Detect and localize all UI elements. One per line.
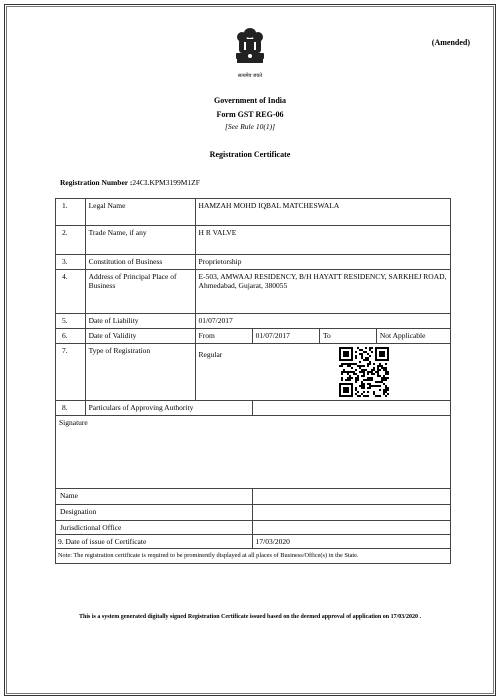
table-row	[56, 226, 451, 255]
name-value	[252, 489, 450, 505]
registration-number-value: 24CLKPM3199M1ZF	[132, 178, 200, 187]
registration-number	[60, 178, 200, 187]
registration-number-label: Registration Number :	[60, 178, 133, 187]
amended-label: (Amended)	[431, 38, 470, 47]
certificate-title: Registration Certificate	[209, 150, 291, 159]
table-row	[56, 344, 451, 401]
table-row	[56, 416, 451, 489]
emblem-motto: सत्यमेव जयते	[237, 74, 263, 79]
row-label: Particulars of Approving Authority	[85, 401, 252, 416]
table-row	[56, 329, 451, 344]
table-row	[56, 314, 451, 329]
row-number: 3.	[56, 255, 86, 270]
government-heading: Government of India	[214, 96, 286, 105]
row-label: Date of Liability	[85, 314, 195, 329]
signature-label: Signature	[59, 418, 88, 427]
designation-value	[252, 505, 450, 521]
validity-to-value: Not Applicable	[376, 329, 450, 344]
table-row	[56, 505, 451, 521]
table-row	[56, 255, 451, 270]
jurisdictional-office-value	[252, 521, 450, 535]
name-label: Name	[56, 489, 253, 505]
row-label: Trade Name, if any	[85, 226, 195, 255]
registration-type-value: Regular	[198, 350, 223, 359]
constitution-value: Proprietorship	[195, 255, 450, 270]
table-row	[56, 535, 451, 549]
table-row	[56, 521, 451, 535]
address-value: E-503, AMWAAJ RESIDENCY, B/H HAYATT RESIDENCY, SARKHEJ ROAD, Ahmedabad, Gujarat, 380055	[195, 270, 450, 314]
designation-label: Designation	[56, 505, 253, 521]
validity-to-label: To	[319, 329, 376, 344]
issue-date-label: 9. Date of issue of Certificate	[56, 535, 253, 549]
certificate-table	[55, 198, 451, 564]
table-row	[56, 489, 451, 505]
row-number: 6.	[56, 329, 86, 344]
legal-name-value: HAMZAH MOHD IQBAL MATCHESWALA	[195, 199, 450, 226]
row-number: 5.	[56, 314, 86, 329]
registration-type-cell	[195, 344, 450, 401]
display-note: Note: The registration certificate is required to be prominently displayed at all places of Business/Office(s) in the State.	[56, 549, 451, 564]
row-number: 8.	[56, 401, 86, 416]
row-number: 1.	[56, 199, 86, 226]
table-row	[56, 549, 451, 564]
row-number: 4.	[56, 270, 86, 314]
row-label: Address of Principal Place of Business	[85, 270, 195, 314]
liability-date-value: 01/07/2017	[195, 314, 450, 329]
rule-reference: [See Rule 10(1)]	[225, 122, 275, 131]
row-label: Type of Registration	[85, 344, 195, 401]
row-label: Date of Validity	[85, 329, 195, 344]
row-number: 7.	[56, 344, 86, 401]
table-row	[56, 199, 451, 226]
trade-name-value: H R VALVE	[195, 226, 450, 255]
table-row	[56, 401, 451, 416]
row-number: 2.	[56, 226, 86, 255]
row-label: Constitution of Business	[85, 255, 195, 270]
jurisdictional-office-label: Jurisdictional Office	[56, 521, 253, 535]
signature-cell	[56, 416, 451, 489]
form-heading: Form GST REG-06	[216, 110, 284, 119]
qr-code-icon	[339, 347, 389, 397]
table-row	[56, 270, 451, 314]
footer-statement: This is a system generated digitally signed Registration Certificate issued based on the deemed approval of application on 17/03/2020 .	[79, 614, 421, 620]
validity-from-label: From	[195, 329, 252, 344]
approving-authority-value	[252, 401, 450, 416]
issue-date-value: 17/03/2020	[252, 535, 450, 549]
row-label: Legal Name	[85, 199, 195, 226]
validity-from-value: 01/07/2017	[252, 329, 319, 344]
